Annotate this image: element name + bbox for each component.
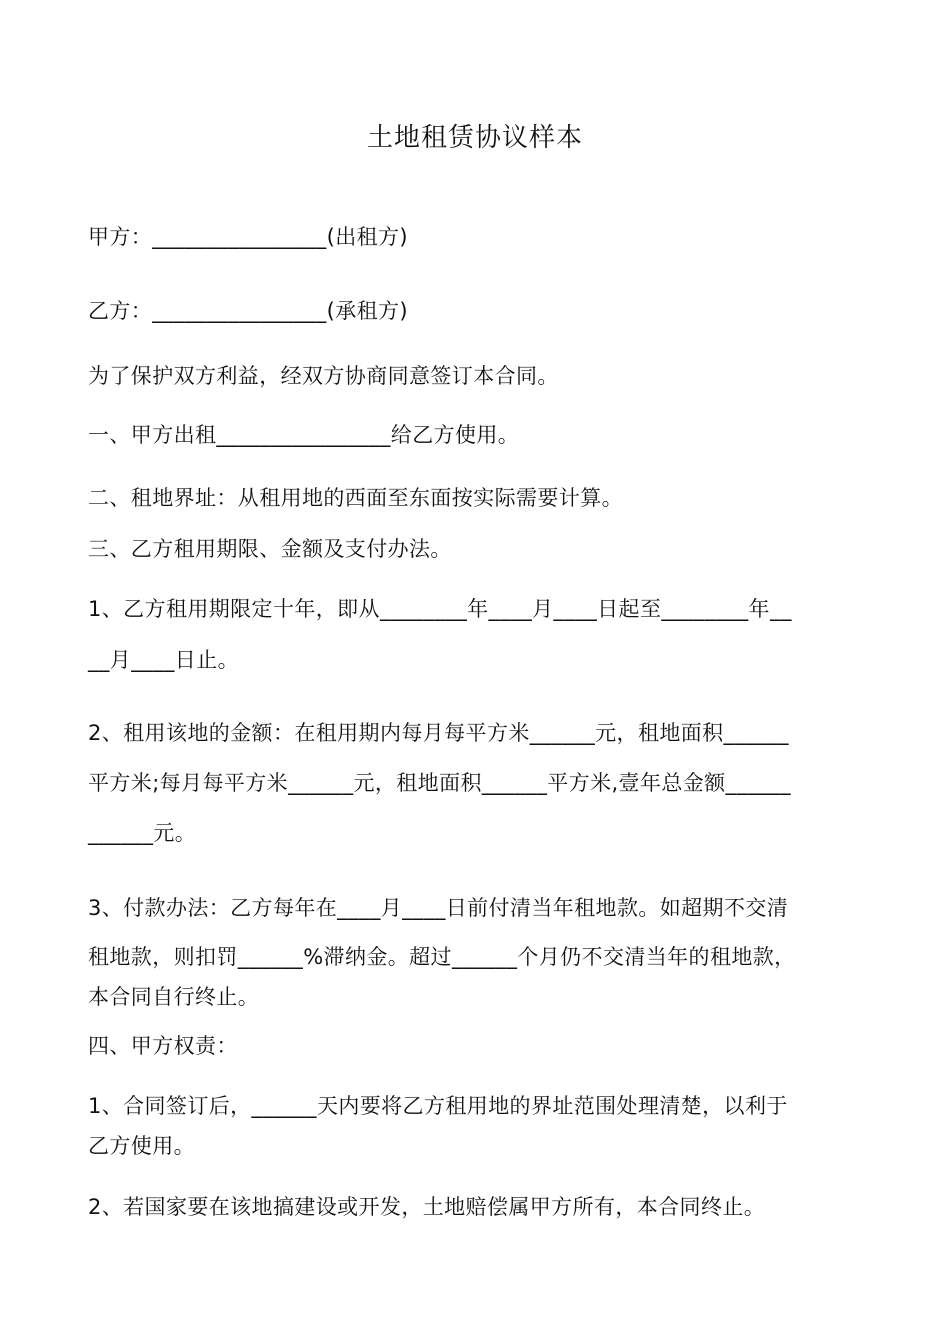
document-title: 土地租赁协议样本 [366, 123, 583, 153]
party-b-line: 乙方：________________(承租方) [88, 299, 408, 323]
clause-3-1-line-2: __月____日止。 [88, 648, 239, 672]
clause-3-3-line-3: 本合同自行终止。 [88, 985, 260, 1009]
clause-4-2-line: 2、若国家要在该地搞建设或开发，土地赔偿属甲方所有，本合同终止。 [88, 1195, 766, 1219]
clause-4-heading: 四、甲方权责： [88, 1034, 238, 1058]
clause-3-2-line-1: 2、租用该地的金额：在租用期内每月每平方米______元，租地面积______ [88, 721, 789, 745]
clause-1-line: 一、甲方出租________________给乙方使用。 [88, 423, 520, 447]
clause-4-1-line-1: 1、合同签订后，______天内要将乙方租用地的界址范围处理清楚，以利于 [88, 1094, 788, 1118]
clause-2-line: 二、租地界址：从租用地的西面至东面按实际需要计算。 [88, 486, 623, 510]
party-a-line: 甲方：________________(出租方) [88, 225, 408, 249]
clause-3-3-line-1: 3、付款办法：乙方每年在____月____日前付清当年租地款。如超期不交清 [88, 896, 789, 920]
preamble-line: 为了保护双方利益，经双方协商同意签订本合同。 [88, 364, 559, 388]
clause-3-2-line-3: ______元。 [88, 821, 197, 845]
clause-3-2-line-2: 平方米;每月每平方米______元，租地面积______平方米,壹年总金额______ [88, 771, 791, 795]
clause-3-1-line-1: 1、乙方租用期限定十年，即从________年____月____日起至________年__ [88, 597, 792, 621]
clause-3-3-line-2: 租地款，则扣罚______%滞纳金。超过______个月仍不交清当年的租地款， [88, 945, 796, 969]
clause-4-1-line-2: 乙方使用。 [88, 1134, 195, 1158]
clause-3-heading: 三、乙方租用期限、金额及支付办法。 [88, 537, 452, 561]
